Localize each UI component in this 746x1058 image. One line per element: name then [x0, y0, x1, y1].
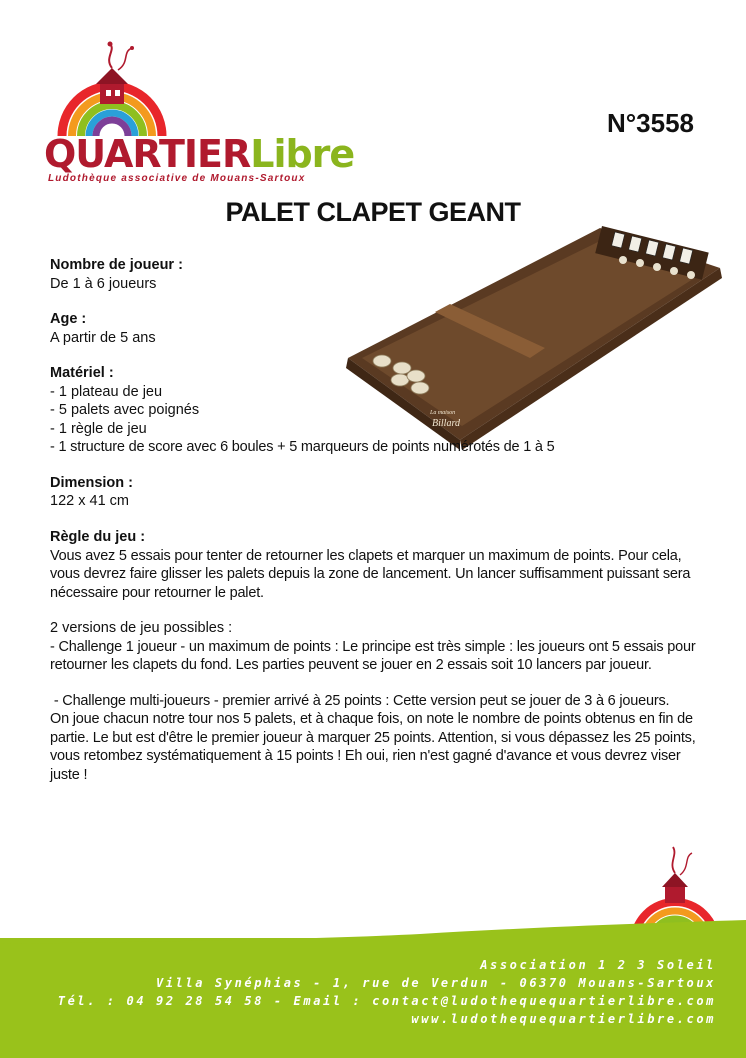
footer-association: Association 1 2 3 Soleil [480, 958, 716, 972]
rules-intro: Vous avez 5 essais pour tenter de retourner les clapets et marquer un maximum de points. Pour cela, vous devrez faire glisser les palets depuis la zone de lancement. Un lancer suffisamment puissant sera nécessaire pour retourner le palet. [50, 547, 691, 601]
logo-word-quartier: QUARTIER [44, 132, 251, 176]
logo-house-icon [44, 40, 314, 140]
footer-text [58, 956, 716, 1028]
material-item: - 1 structure de score avec 6 boules + 5 marqueurs de points numérotés de 1 à 5 [50, 439, 555, 456]
rules-heading: Règle du jeu : [50, 529, 146, 546]
content [50, 256, 710, 802]
age-heading: Age : [50, 311, 87, 328]
rules-version2-detail: On joue chacun notre tour nos 5 palets, et à chaque fois, on note le nombre de points obtenus en fin de partie. Le but est d'être le premier joueur à marquer 25 points. Attention, si vous dépassez les 25 points, vous retombez systématiquement à 15 points ! Eh oui, rien n'est gagné d'avance et vous devrez viser juste ! [50, 711, 696, 784]
rules-version1: - Challenge 1 joueur - un maximum de points : Le principe est très simple : les joueurs ont 5 essais pour retourner les clapets du fond. Les parties peuvent se jouer en 2 essais soit 10 lancers par joueur. [50, 638, 696, 674]
rules-versions-title: 2 versions de jeu possibles : [50, 620, 233, 637]
logo [44, 40, 355, 190]
footer-wave [0, 920, 746, 950]
section-rules [50, 528, 710, 785]
dimension-heading: Dimension : [50, 474, 133, 491]
section-material [50, 364, 710, 457]
footer-website[interactable]: www.ludothequequartierlibre.com [411, 1012, 716, 1026]
section-age [50, 310, 710, 347]
logo-wordmark [44, 132, 354, 176]
page-title: PALET CLAPET GEANT [225, 197, 521, 227]
section-players [50, 256, 710, 293]
dimension-value: 122 x 41 cm [50, 493, 129, 510]
footer [0, 938, 746, 1058]
material-heading: Matériel : [50, 365, 114, 382]
reference-number: N°3558 [606, 108, 694, 138]
players-value: De 1 à 6 joueurs [50, 275, 157, 292]
section-dimension [50, 474, 710, 511]
players-heading: Nombre de joueur : [50, 257, 183, 273]
age-value: A partir de 5 ans [50, 329, 156, 346]
material-item: - 5 palets avec poignés [50, 402, 200, 419]
footer-contact: Tél. : 04 92 28 54 58 - Email : contact@ludothequequartierlibre.com [57, 994, 716, 1008]
photo-brand-line1: La maison [430, 410, 456, 416]
footer-address: Villa Synéphias - 1, rue de Verdun - 06370 Mouans-Sartoux [155, 976, 716, 990]
rules-version2: - Challenge multi-joueurs - premier arrivé à 25 points : Cette version peut se jouer de 3 à 6 joueurs. [50, 692, 670, 709]
logo-word-libre: Libre [250, 132, 355, 176]
logo-subtitle: Ludothèque associative de Mouans-Sartoux [48, 173, 306, 184]
material-item: - 1 règle de jeu [50, 420, 147, 437]
photo-brand-line2: Billard [432, 418, 460, 429]
material-item: - 1 plateau de jeu [50, 383, 163, 400]
